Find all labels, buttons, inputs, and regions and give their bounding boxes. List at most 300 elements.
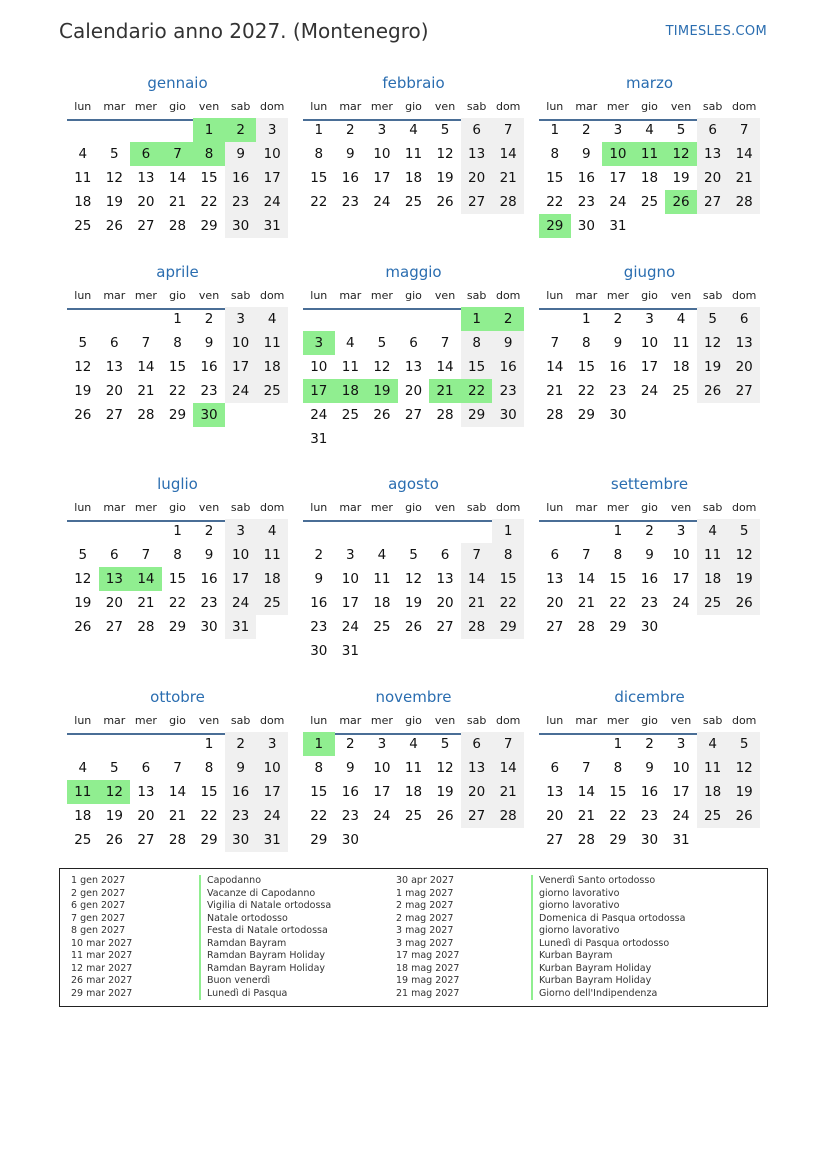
day-cell: 23 (225, 190, 257, 214)
holiday-date: 2 mag 2027 (396, 900, 454, 911)
weekday-label: lun (546, 100, 564, 113)
weekday-label: gio (405, 289, 422, 302)
weekday-label: gio (169, 289, 186, 302)
weekday-label: lun (546, 501, 564, 514)
day-cell: 11 (256, 543, 288, 567)
holiday-name: Lunedì di Pasqua (199, 988, 331, 1001)
day-cell: 26 (697, 379, 729, 403)
day-cell: 16 (310, 595, 328, 611)
day-cell: 5 (728, 732, 760, 756)
weekday-label: lun (310, 100, 328, 113)
day-cell: 31 (609, 218, 627, 234)
weekday-label: ven (670, 714, 692, 727)
day-cell: 30 (225, 214, 257, 238)
day-cell: 15 (546, 170, 564, 186)
day-cell: 7 (550, 335, 560, 351)
month-giugno (539, 263, 760, 453)
day-cell: 26 (105, 218, 123, 234)
day-cell: 16 (341, 170, 359, 186)
weekday-label: sab (702, 714, 723, 727)
day-cell: 3 (256, 118, 288, 142)
holiday-date: 2 mag 2027 (396, 912, 454, 924)
day-cell: 9 (582, 146, 591, 162)
weekday-label: lun (74, 501, 92, 514)
day-cell: 21 (492, 166, 524, 190)
day-cell: 19 (436, 784, 454, 800)
day-cell: 24 (672, 808, 690, 824)
holiday-name: giorno lavorativo (531, 888, 685, 901)
day-cell: 12 (697, 331, 729, 355)
day-cell: 5 (78, 547, 88, 563)
day-cell: 20 (546, 808, 564, 824)
day-cell: 8 (613, 547, 623, 563)
day-cell: 14 (436, 359, 454, 375)
day-cell: 31 (672, 832, 690, 848)
day-cell: 8 (314, 146, 324, 162)
day-cell: 15 (200, 170, 218, 186)
day-cell: 8 (173, 547, 182, 563)
day-cell: 10 (341, 571, 359, 587)
day-cell: 5 (728, 519, 760, 543)
day-cell: 27 (137, 218, 155, 234)
day-cell: 27 (546, 619, 564, 635)
weekday-label: mar (103, 714, 126, 727)
day-cell: 16 (200, 571, 218, 587)
day-cell: 4 (676, 311, 686, 327)
day-cell: 29 (492, 615, 524, 639)
day-cell: 22 (310, 808, 328, 824)
day-cell: 16 (225, 166, 257, 190)
day-cell: 21 (168, 808, 187, 824)
day-cell: 17 (672, 784, 690, 800)
day-cell: 11 (404, 760, 423, 776)
day-cell: 31 (256, 214, 288, 238)
day-cell: 21 (137, 383, 155, 399)
holiday-dates-col-2 (396, 875, 459, 1000)
holiday-day-cell: 1 (193, 118, 225, 142)
weekday-label: dom (495, 714, 521, 727)
holiday-date: 30 apr 2027 (396, 875, 455, 886)
day-cell: 17 (225, 355, 257, 379)
day-cell: 13 (546, 784, 564, 800)
day-cell: 28 (577, 832, 595, 848)
day-cell: 2 (582, 122, 591, 138)
day-cell: 12 (436, 760, 454, 776)
day-cell: 30 (492, 403, 524, 427)
day-cell: 13 (546, 571, 564, 587)
weekday-header (303, 100, 524, 116)
day-cell: 5 (440, 736, 450, 752)
holiday-date: 3 mag 2027 (396, 925, 454, 936)
month-name: febbraio (382, 74, 445, 92)
weekday-label: sab (466, 501, 487, 514)
holiday-date: 8 gen 2027 (71, 925, 126, 936)
day-cell: 22 (200, 194, 218, 210)
day-cell: 17 (373, 784, 391, 800)
day-cell: 31 (341, 643, 359, 659)
day-cell: 16 (640, 571, 659, 587)
day-cell: 21 (168, 194, 187, 210)
day-cell: 15 (577, 359, 595, 375)
weekday-label: lun (74, 714, 92, 727)
day-cell: 5 (409, 547, 418, 563)
weekday-label: mer (134, 714, 157, 727)
day-cell: 20 (461, 166, 493, 190)
holiday-date: 17 mag 2027 (396, 950, 460, 961)
day-cell: 28 (137, 407, 155, 423)
day-cell: 11 (74, 170, 92, 186)
holiday-date: 26 mar 2027 (71, 975, 133, 986)
day-cell: 1 (173, 311, 182, 327)
day-cell: 23 (310, 619, 328, 635)
holiday-date: 29 mar 2027 (71, 987, 133, 999)
day-cell: 29 (609, 619, 627, 635)
day-cell: 9 (346, 760, 355, 776)
weekday-label: lun (74, 289, 92, 302)
holiday-date: 3 mag 2027 (396, 937, 454, 949)
weekday-header (539, 289, 760, 305)
day-cell: 10 (672, 547, 690, 563)
day-cell: 29 (200, 832, 218, 848)
day-cell: 15 (492, 567, 524, 591)
day-cell: 30 (310, 643, 328, 659)
holiday-day-cell: 6 (130, 142, 162, 166)
day-cell: 22 (168, 383, 187, 399)
day-cell: 21 (546, 383, 564, 399)
day-cell: 30 (640, 832, 659, 848)
day-cell: 22 (609, 595, 627, 611)
holiday-name: Vigilia di Natale ortodossa (199, 900, 331, 913)
day-cell: 20 (546, 595, 564, 611)
day-cell: 2 (314, 547, 324, 563)
day-cell: 2 (346, 122, 355, 138)
weekday-label: mer (370, 501, 393, 514)
weekday-label: dom (259, 289, 285, 302)
day-cell: 24 (256, 804, 288, 828)
day-cell: 15 (168, 359, 187, 375)
day-cell: 4 (377, 547, 387, 563)
day-cell: 10 (225, 331, 257, 355)
day-cell: 10 (640, 335, 659, 351)
day-cell: 18 (373, 595, 391, 611)
day-cell: 15 (310, 784, 328, 800)
day-cell: 2 (225, 732, 257, 756)
day-cell: 20 (137, 194, 155, 210)
day-cell: 9 (204, 547, 214, 563)
weekday-label: gio (641, 100, 658, 113)
day-cell: 9 (346, 146, 355, 162)
day-cell: 26 (436, 194, 454, 210)
day-cell: 23 (492, 379, 524, 403)
holiday-name: Ramdan Bayram Holiday (199, 963, 331, 976)
day-cell: 9 (492, 331, 524, 355)
day-cell: 6 (440, 547, 450, 563)
day-cell: 25 (404, 808, 423, 824)
day-cell: 9 (225, 142, 257, 166)
day-cell: 12 (74, 571, 92, 587)
day-cell: 18 (672, 359, 690, 375)
day-cell: 8 (550, 146, 560, 162)
holiday-name: Giorno dell'Indipendenza (531, 988, 685, 1001)
weekday-label: mer (134, 100, 157, 113)
day-cell: 4 (697, 519, 729, 543)
weekday-label: lun (310, 501, 328, 514)
weekday-label: dom (731, 100, 757, 113)
weekday-label: ven (670, 289, 692, 302)
day-cell: 24 (373, 808, 391, 824)
holiday-date: 21 mag 2027 (396, 987, 460, 999)
day-cell: 7 (582, 547, 591, 563)
day-cell: 16 (225, 780, 257, 804)
month-maggio (303, 263, 524, 453)
day-cell: 27 (436, 619, 454, 635)
month-name: marzo (625, 74, 674, 92)
month-name: maggio (385, 263, 442, 281)
day-cell: 13 (436, 571, 454, 587)
weekday-label: ven (198, 289, 220, 302)
day-cell: 12 (74, 359, 92, 375)
day-cell: 19 (728, 567, 760, 591)
day-cell: 28 (577, 619, 595, 635)
day-cell: 26 (74, 619, 92, 635)
day-cell: 20 (461, 780, 493, 804)
day-cell: 8 (173, 335, 182, 351)
holiday-day-cell: 26 (665, 190, 697, 214)
holiday-dates-col-1 (71, 875, 132, 1000)
weekday-header (303, 501, 524, 517)
day-cell: 21 (137, 595, 155, 611)
day-cell: 14 (577, 784, 595, 800)
holiday-name: Festa di Natale ortodossa (199, 925, 331, 938)
weekday-label: mer (134, 501, 157, 514)
day-cell: 20 (105, 383, 123, 399)
day-cell: 25 (404, 194, 423, 210)
weekday-header (303, 289, 524, 305)
day-cell: 10 (672, 760, 690, 776)
day-cell: 26 (436, 808, 454, 824)
day-cell: 21 (461, 591, 493, 615)
day-cell: 7 (141, 335, 151, 351)
day-cell: 26 (404, 619, 423, 635)
day-cell: 15 (609, 784, 627, 800)
day-cell: 26 (373, 407, 391, 423)
holiday-day-cell: 19 (366, 379, 398, 403)
holiday-day-cell: 10 (602, 142, 634, 166)
day-cell: 13 (697, 142, 729, 166)
day-cell: 17 (225, 567, 257, 591)
day-cell: 25 (640, 194, 659, 210)
day-cell: 4 (697, 732, 729, 756)
day-cell: 22 (310, 194, 328, 210)
day-cell: 15 (609, 571, 627, 587)
day-cell: 9 (314, 571, 324, 587)
weekday-label: sab (230, 100, 251, 113)
weekday-label: ven (198, 714, 220, 727)
day-cell: 22 (609, 808, 627, 824)
weekday-header (67, 501, 288, 517)
day-cell: 15 (168, 571, 187, 587)
day-cell: 5 (697, 307, 729, 331)
day-cell: 3 (346, 547, 355, 563)
day-cell: 19 (105, 808, 123, 824)
holiday-day-cell: 1 (303, 732, 335, 756)
weekday-label: mar (103, 289, 126, 302)
weekday-label: ven (434, 100, 456, 113)
day-cell: 20 (137, 808, 155, 824)
day-cell: 1 (613, 736, 623, 752)
day-cell: 14 (492, 142, 524, 166)
weekday-label: lun (310, 289, 328, 302)
day-cell: 9 (204, 335, 214, 351)
weekday-label: gio (169, 714, 186, 727)
day-cell: 3 (225, 519, 257, 543)
brand-link[interactable]: TIMESLES.COM (665, 24, 767, 39)
holiday-name: Capodanno (199, 875, 331, 888)
holiday-day-cell: 7 (162, 142, 194, 166)
day-cell: 5 (78, 335, 88, 351)
day-cell: 4 (256, 307, 288, 331)
day-cell: 18 (74, 808, 92, 824)
day-cell: 4 (409, 736, 418, 752)
day-cell: 28 (436, 407, 454, 423)
day-cell: 27 (728, 379, 760, 403)
day-cell: 6 (728, 307, 760, 331)
holiday-day-cell: 11 (67, 780, 99, 804)
day-cell: 13 (461, 756, 493, 780)
weekday-label: sab (702, 289, 723, 302)
holiday-day-cell: 8 (193, 142, 225, 166)
day-cell: 27 (546, 832, 564, 848)
holiday-day-cell: 3 (303, 331, 335, 355)
day-cell: 15 (200, 784, 218, 800)
day-cell: 24 (256, 190, 288, 214)
day-cell: 23 (200, 595, 218, 611)
day-cell: 14 (577, 571, 595, 587)
holiday-date: 18 mag 2027 (396, 962, 460, 974)
day-cell: 6 (141, 760, 151, 776)
day-cell: 18 (697, 780, 729, 804)
day-cell: 6 (550, 547, 560, 563)
day-cell: 1 (582, 311, 591, 327)
weekday-label: sab (230, 714, 251, 727)
day-cell: 25 (74, 832, 92, 848)
day-cell: 26 (74, 407, 92, 423)
day-cell: 29 (577, 407, 595, 423)
holiday-date: 1 mag 2027 (396, 887, 454, 899)
day-cell: 17 (672, 571, 690, 587)
day-cell: 21 (492, 780, 524, 804)
weekday-label: gio (169, 501, 186, 514)
weekday-label: lun (546, 289, 564, 302)
day-cell: 2 (204, 311, 214, 327)
weekday-label: gio (641, 714, 658, 727)
weekday-label: ven (434, 501, 456, 514)
day-cell: 6 (461, 118, 493, 142)
day-cell: 18 (256, 355, 288, 379)
day-cell: 19 (672, 170, 690, 186)
day-cell: 3 (613, 122, 623, 138)
day-cell: 30 (609, 407, 627, 423)
day-cell: 16 (341, 784, 359, 800)
weekday-label: mer (606, 100, 629, 113)
weekday-label: mar (339, 289, 362, 302)
holiday-names-col-1 (199, 875, 331, 1000)
day-cell: 12 (373, 359, 391, 375)
day-cell: 9 (645, 547, 654, 563)
day-cell: 30 (200, 619, 218, 635)
day-cell: 23 (577, 194, 595, 210)
weekday-label: lun (310, 714, 328, 727)
weekday-label: gio (641, 289, 658, 302)
holiday-name: giorno lavorativo (531, 925, 685, 938)
day-cell: 25 (341, 407, 359, 423)
day-cell: 26 (105, 832, 123, 848)
day-cell: 23 (640, 808, 659, 824)
day-cell: 15 (310, 170, 328, 186)
day-cell: 11 (697, 756, 729, 780)
day-cell: 25 (672, 383, 690, 399)
day-cell: 22 (492, 591, 524, 615)
day-cell: 28 (137, 619, 155, 635)
day-cell: 18 (640, 170, 659, 186)
month-name: giugno (623, 263, 676, 281)
holiday-day-cell: 30 (193, 403, 225, 427)
holiday-date: 11 mar 2027 (71, 950, 133, 961)
weekday-header (539, 714, 760, 730)
day-cell: 26 (728, 591, 760, 615)
holiday-date: 2 gen 2027 (71, 887, 126, 899)
day-cell: 14 (168, 784, 187, 800)
day-cell: 24 (640, 383, 659, 399)
day-cell: 31 (310, 431, 328, 447)
weekday-label: sab (702, 501, 723, 514)
holiday-name: Venerdì Santo ortodosso (531, 875, 685, 888)
month-name: luglio (157, 475, 198, 493)
day-cell: 23 (640, 595, 659, 611)
day-cell: 11 (341, 359, 359, 375)
holiday-day-cell: 14 (130, 567, 162, 591)
day-cell: 19 (436, 170, 454, 186)
day-cell: 3 (676, 523, 686, 539)
holiday-name: Domenica di Pasqua ortodossa (531, 913, 685, 926)
weekday-label: dom (259, 714, 285, 727)
holiday-day-cell: 2 (225, 118, 257, 142)
day-cell: 18 (256, 567, 288, 591)
day-cell: 4 (78, 146, 88, 162)
holiday-names-col-2 (531, 875, 685, 1000)
day-cell: 12 (105, 170, 123, 186)
month-name: settembre (610, 475, 689, 493)
weekday-label: dom (259, 100, 285, 113)
day-cell: 16 (492, 355, 524, 379)
day-cell: 29 (168, 619, 187, 635)
month-febbraio (303, 74, 524, 264)
day-cell: 10 (373, 146, 391, 162)
day-cell: 25 (697, 804, 729, 828)
day-cell: 11 (697, 543, 729, 567)
day-cell: 3 (225, 307, 257, 331)
day-cell: 14 (546, 359, 564, 375)
day-cell: 27 (105, 407, 123, 423)
weekday-label: mar (339, 100, 362, 113)
weekday-label: dom (259, 501, 285, 514)
day-cell: 12 (728, 543, 760, 567)
day-cell: 24 (373, 194, 391, 210)
day-cell: 21 (728, 166, 760, 190)
day-cell: 21 (577, 595, 595, 611)
day-cell: 28 (492, 190, 524, 214)
month-name: novembre (375, 688, 452, 706)
